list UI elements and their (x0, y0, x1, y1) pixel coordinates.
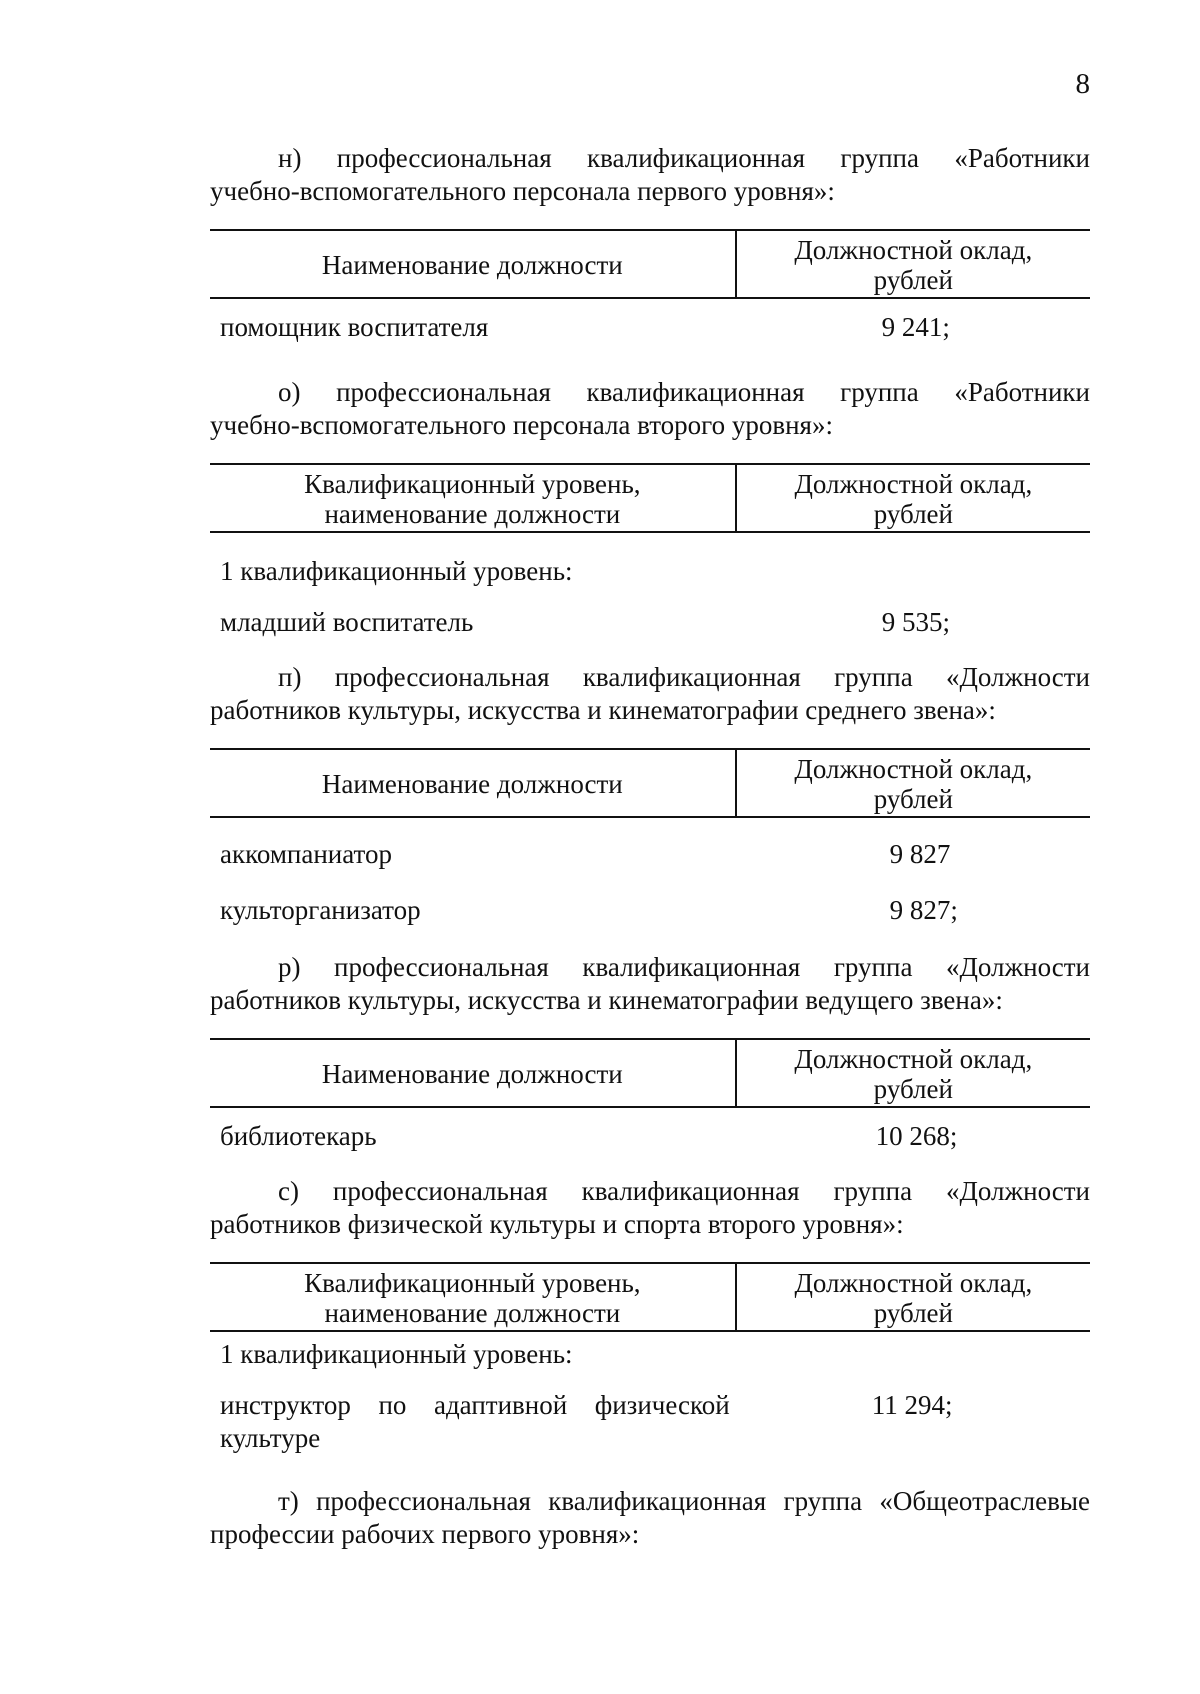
table-row (210, 817, 1090, 871)
qualification-level-row (210, 532, 1090, 588)
column-header-name: Квалификационный уровень, наименование должности (210, 464, 736, 532)
section-p-table (210, 748, 1090, 927)
salary-value: 9 241; (881, 312, 950, 342)
column-header-salary: Должностной оклад, рублей (736, 1263, 1090, 1331)
column-header-name: Квалификационный уровень, наименование должности (210, 1263, 736, 1331)
position-name: помощник воспитателя (220, 312, 489, 342)
section-o-table (210, 463, 1090, 639)
section-r-table (210, 1038, 1090, 1153)
column-header-salary: Должностной оклад, рублей (736, 230, 1090, 298)
table-row (210, 1371, 1090, 1422)
section-r-heading: р) профессиональная квалификационная группа «Должности работников культуры, искусства и кинематографии ведущего звена»: (210, 952, 1090, 1015)
table-row-continuation (210, 1422, 1090, 1455)
table-row (210, 588, 1090, 639)
section-s-heading: с) профессиональная квалификационная группа «Должности работников физической культуры и спорта второго уровня»: (210, 1176, 1090, 1239)
position-name: аккомпаниатор (220, 839, 392, 869)
salary-value: 10 268; (875, 1121, 958, 1151)
position-name: младший воспитатель (220, 607, 474, 637)
qualification-level: 1 квалификационный уровень: (220, 556, 573, 586)
salary-value: 9 535; (881, 607, 950, 637)
column-header-name: Наименование должности (210, 1039, 736, 1107)
qualification-level: 1 квалификационный уровень: (220, 1339, 573, 1369)
table-row (210, 298, 1090, 354)
section-s-table (210, 1262, 1090, 1455)
section-n-table (210, 229, 1090, 354)
salary-value: 9 827 (889, 839, 951, 869)
position-name: инструктор по адаптивной физической (220, 1390, 730, 1420)
position-name-continuation: культуре (220, 1423, 321, 1453)
column-header-salary: Должностной оклад, рублей (736, 749, 1090, 817)
table-row (210, 871, 1090, 927)
qualification-level-row (210, 1331, 1090, 1371)
section-t-heading: т) профессиональная квалификационная группа «Общеотраслевые профессии рабочих первого уровня»: (210, 1486, 1090, 1549)
column-header-salary: Должностной оклад, рублей (736, 464, 1090, 532)
column-header-name: Наименование должности (210, 230, 736, 298)
section-p-heading: п) профессиональная квалификационная группа «Должности работников культуры, искусства и кинематографии среднего звена»: (210, 662, 1090, 725)
page-number: 8 (1075, 68, 1090, 100)
position-name: культорганизатор (220, 895, 421, 925)
position-name: библиотекарь (220, 1121, 377, 1151)
salary-value: 9 827; (889, 895, 958, 925)
document-body (210, 142, 1090, 1551)
table-row (210, 1107, 1090, 1153)
salary-value: 11 294; (871, 1390, 953, 1420)
column-header-name: Наименование должности (210, 749, 736, 817)
section-o-heading: о) профессиональная квалификационная группа «Работники учебно-вспомогательного персонала второго уровня»: (210, 377, 1090, 440)
column-header-salary: Должностной оклад, рублей (736, 1039, 1090, 1107)
section-n-heading: н) профессиональная квалификационная группа «Работники учебно-вспомогательного персонала первого уровня»: (210, 143, 1090, 206)
